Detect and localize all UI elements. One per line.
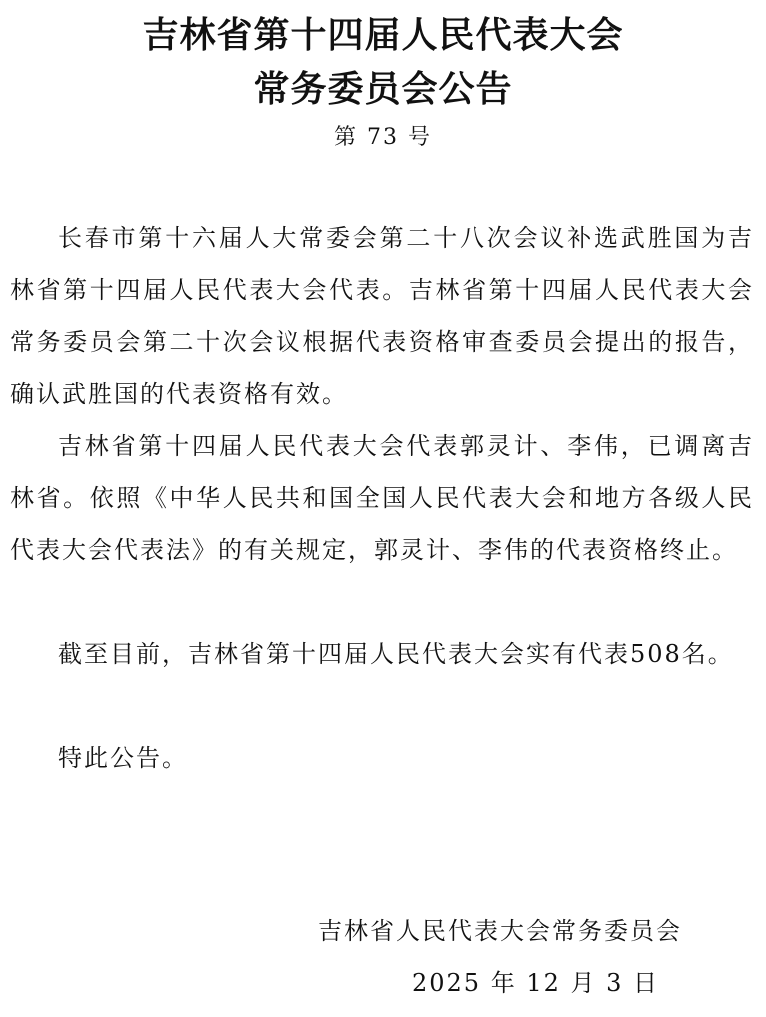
document-title-line-2: 常务委员会公告 [253, 69, 513, 110]
paragraph-termination: 吉林省第十四届人民代表大会代表郭灵计、李伟，已调离吉林省。依照《中华人民共和国全国人民代表大会和地方各级人民代表大会代表法》的有关规定，郭灵计、李伟的代表资格终止。 [10, 432, 754, 564]
paragraph-closing: 特此公告。 [58, 744, 188, 772]
document-title-line-1: 吉林省第十四届人民代表大会 [142, 15, 624, 56]
paragraph-by-election: 长春市第十六届人大常委会第二十八次会议补选武胜国为吉林省第十四届人民代表大会代表。吉林省第十四届人民代表大会常务委员会第二十次会议根据代表资格审查委员会提出的报告，确认武胜国的代表资格有效。 [10, 224, 754, 408]
announcement-number: 第 73 号 [334, 125, 432, 150]
issue-date: 2025 年 12 月 3 日 [412, 969, 660, 997]
issuer-signature: 吉林省人民代表大会常务委员会 [318, 917, 682, 945]
paragraph-deputy-count: 截至目前，吉林省第十四届人民代表大会实有代表508名。 [58, 640, 734, 668]
